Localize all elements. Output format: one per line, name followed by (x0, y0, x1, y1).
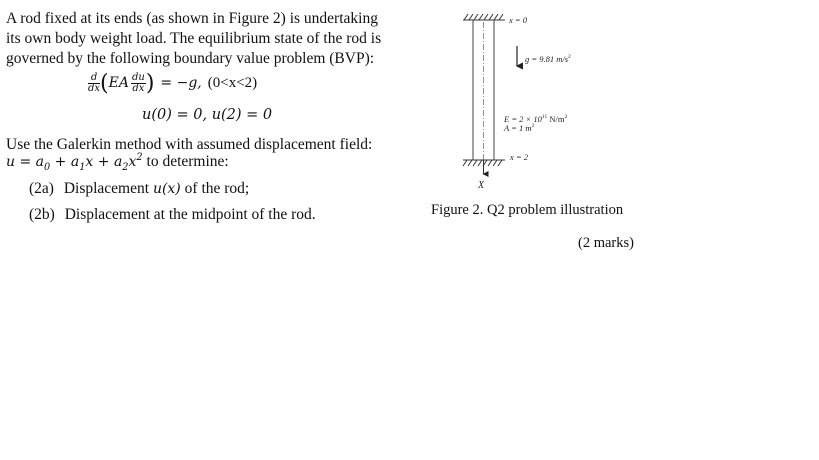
gravity-label: g = 9.81 $m/s^2$ (525, 54, 571, 64)
intro-line-3: governed by the following boundary value problem (BVP): (6, 50, 375, 67)
equation-rhs: = −g, (160, 75, 202, 91)
rod (473, 20, 494, 160)
left-paren: ( (100, 70, 109, 96)
ea-term: EA (108, 75, 129, 91)
intro-line-2: its own body weight load. The equilibrium state of the rod is (6, 30, 382, 47)
marks-label: (2 marks) (578, 235, 634, 251)
youngs-modulus-label: $E = 2 \times 10^{11}$ $N/m^2$ (504, 114, 568, 124)
figure-caption: Figure 2. Q2 problem illustration (431, 202, 624, 218)
intro-line-1: A rod fixed at its ends (as shown in Figure 2) is undertaking (6, 10, 378, 27)
task-label: (2b) (29, 206, 55, 223)
galerkin-instruction: Use the Galerkin method with assumed displacement field: (6, 136, 373, 153)
top-fixed-support (463, 14, 505, 20)
bottom-position-label: x = 2 (510, 152, 529, 162)
x-axis-label: X (478, 180, 485, 191)
task-label: (2a) (29, 180, 54, 197)
derivative-operator: $\frac{d}{dx}$ (88, 71, 101, 94)
task-2b: (2b) Displacement at the midpoint of the rod. (29, 206, 316, 223)
material-properties (504, 115, 567, 133)
du-dx-fraction: $\frac{du}{dx}$ (131, 71, 145, 94)
area-label: A = 1 $m^2$ (504, 123, 535, 133)
task-2a: (2a) Displacement u(x) of the rod; (29, 180, 250, 197)
displacement-field: $u = a_0 + a_1x + a_2x^2$ to determine: (6, 152, 229, 173)
boundary-conditions: u(0) = 0, u(2) = 0 (142, 107, 273, 123)
equation-domain: (0<x<2) (207, 74, 258, 91)
top-position-label: x = 0 (509, 15, 528, 25)
right-paren: ) (145, 70, 155, 96)
